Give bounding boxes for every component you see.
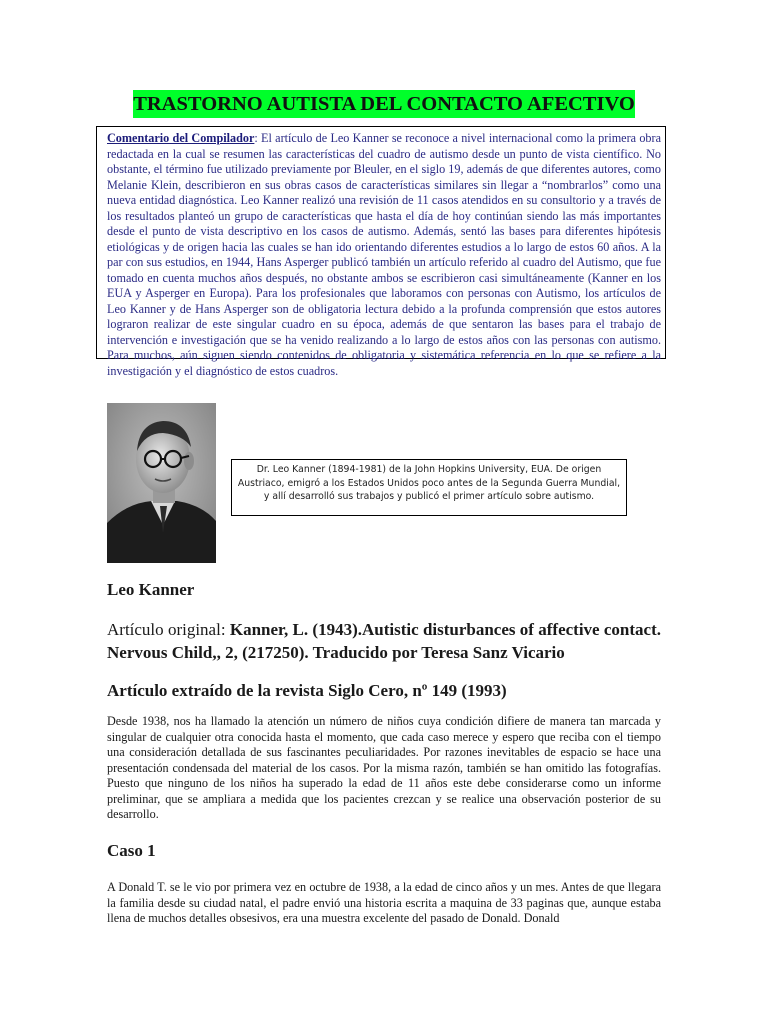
compiler-comment xyxy=(107,131,661,379)
document-title: TRASTORNO AUTISTA DEL CONTACTO AFECTIVO xyxy=(133,90,635,118)
original-article-reference: Kanner, L. (1943).Autistic disturbances of affective contact. Nervous Child,, 2, (217250). Traducido por Teresa Sanz Vicario xyxy=(107,620,661,662)
original-article-citation xyxy=(107,618,661,664)
photo-caption: Dr. Leo Kanner (1894-1981) de la John Hopkins University, EUA. De origen Austriaco, emigró a los Estados Unidos poco antes de la Segunda Guerra Mundial, y allí desarrolló sus trabajos y publicó el primer artículo sobre autismo. xyxy=(231,459,627,516)
original-article-label: Artículo original: xyxy=(107,620,226,639)
author-name: Leo Kanner xyxy=(107,580,195,599)
case-1-heading: Caso 1 xyxy=(107,841,156,860)
leo-kanner-photo xyxy=(107,403,216,563)
source-journal-heading: Artículo extraído de la revista Siglo Cero, nº 149 (1993) xyxy=(107,681,507,700)
intro-paragraph: Desde 1938, nos ha llamado la atención un número de niños cuya condición difiere de manera tan marcada y singular de cualquier otra conocida hasta el momento, que cada caso merece y espero que reciba con el tiempo una consideración detallada de sus fascinantes peculiaridades. Por razones inevitables de espacio se hace una presentación condensada del material de los casos. Por la misma razón, también se han omitido las fotografías. Puesto que ninguno de los niños ha superado la edad de 11 años este debe considerarse como un informe preliminar, que se ampliara a medida que los pacientes crezcan y se realice una observación posterior de su desarrollo. xyxy=(107,714,661,821)
case-1-paragraph: A Donald T. se le vio por primera vez en octubre de 1938, a la edad de cinco años y un mes. Antes de que llegara la familia desde su ciudad natal, el padre envió una historia escrita a maquina de 33 paginas que, aunque estaba llena de muchos detalles obsesivos, era una muestra excelente del pasado de Donald. Donald xyxy=(107,880,661,925)
compiler-comment-body: : El artículo de Leo Kanner se reconoce a nivel internacional como la primera obra redactada en la cual se resumen las características del cuadro de autismo desde un punto de vista científico. No obstante, el término fue utilizado previamente por Bleuler, en el siglo 19, además de que diferentes autores, como Melanie Klein, describieron en sus obras casos de características similares sin llegar a “nombrarlos” como una nueva entidad diagnóstica. Leo Kanner realizó una revisión de 11 casos atendidos en su consultorio y a través de los resultados planteó un grupo de características que hasta el día de hoy continúan siendo las más importantes desde el punto de vista descriptivo en los casos de autismo. Además, sentó las bases para diferentes hipótesis etiológicas y de origen hacia las cuales se han ido orientando diferentes estudios a lo largo de estos 60 años. A la par con sus estudios, en 1944, Hans Asperger publicó también un artículo referido al cuadro del Autismo, que fue tomado en cuenta muchos años después, no obstante ambos se escribieron casi simultáneamente (Kanner en los EUA y Asperger en Europa). Para los profesionales que laboramos con personas con Autismo, los artículos de Leo Kanner y de Hans Asperger son de obligatoria lectura debido a la profunda comprensión que estos autores lograron realizar de este singular cuadro en su época, además de que sentaron las bases para el trabajo de intervención e investigación que se ha venido realizando a lo largo de estos años con las personas con autismo. Para muchos, aún siguen siendo contenidos de obligatoria y sistemática referencia en lo que se refiere a la investigación y el diagnóstico de estos cuadros. xyxy=(107,131,661,378)
compiler-comment-label: Comentario del Compilador xyxy=(107,131,255,145)
